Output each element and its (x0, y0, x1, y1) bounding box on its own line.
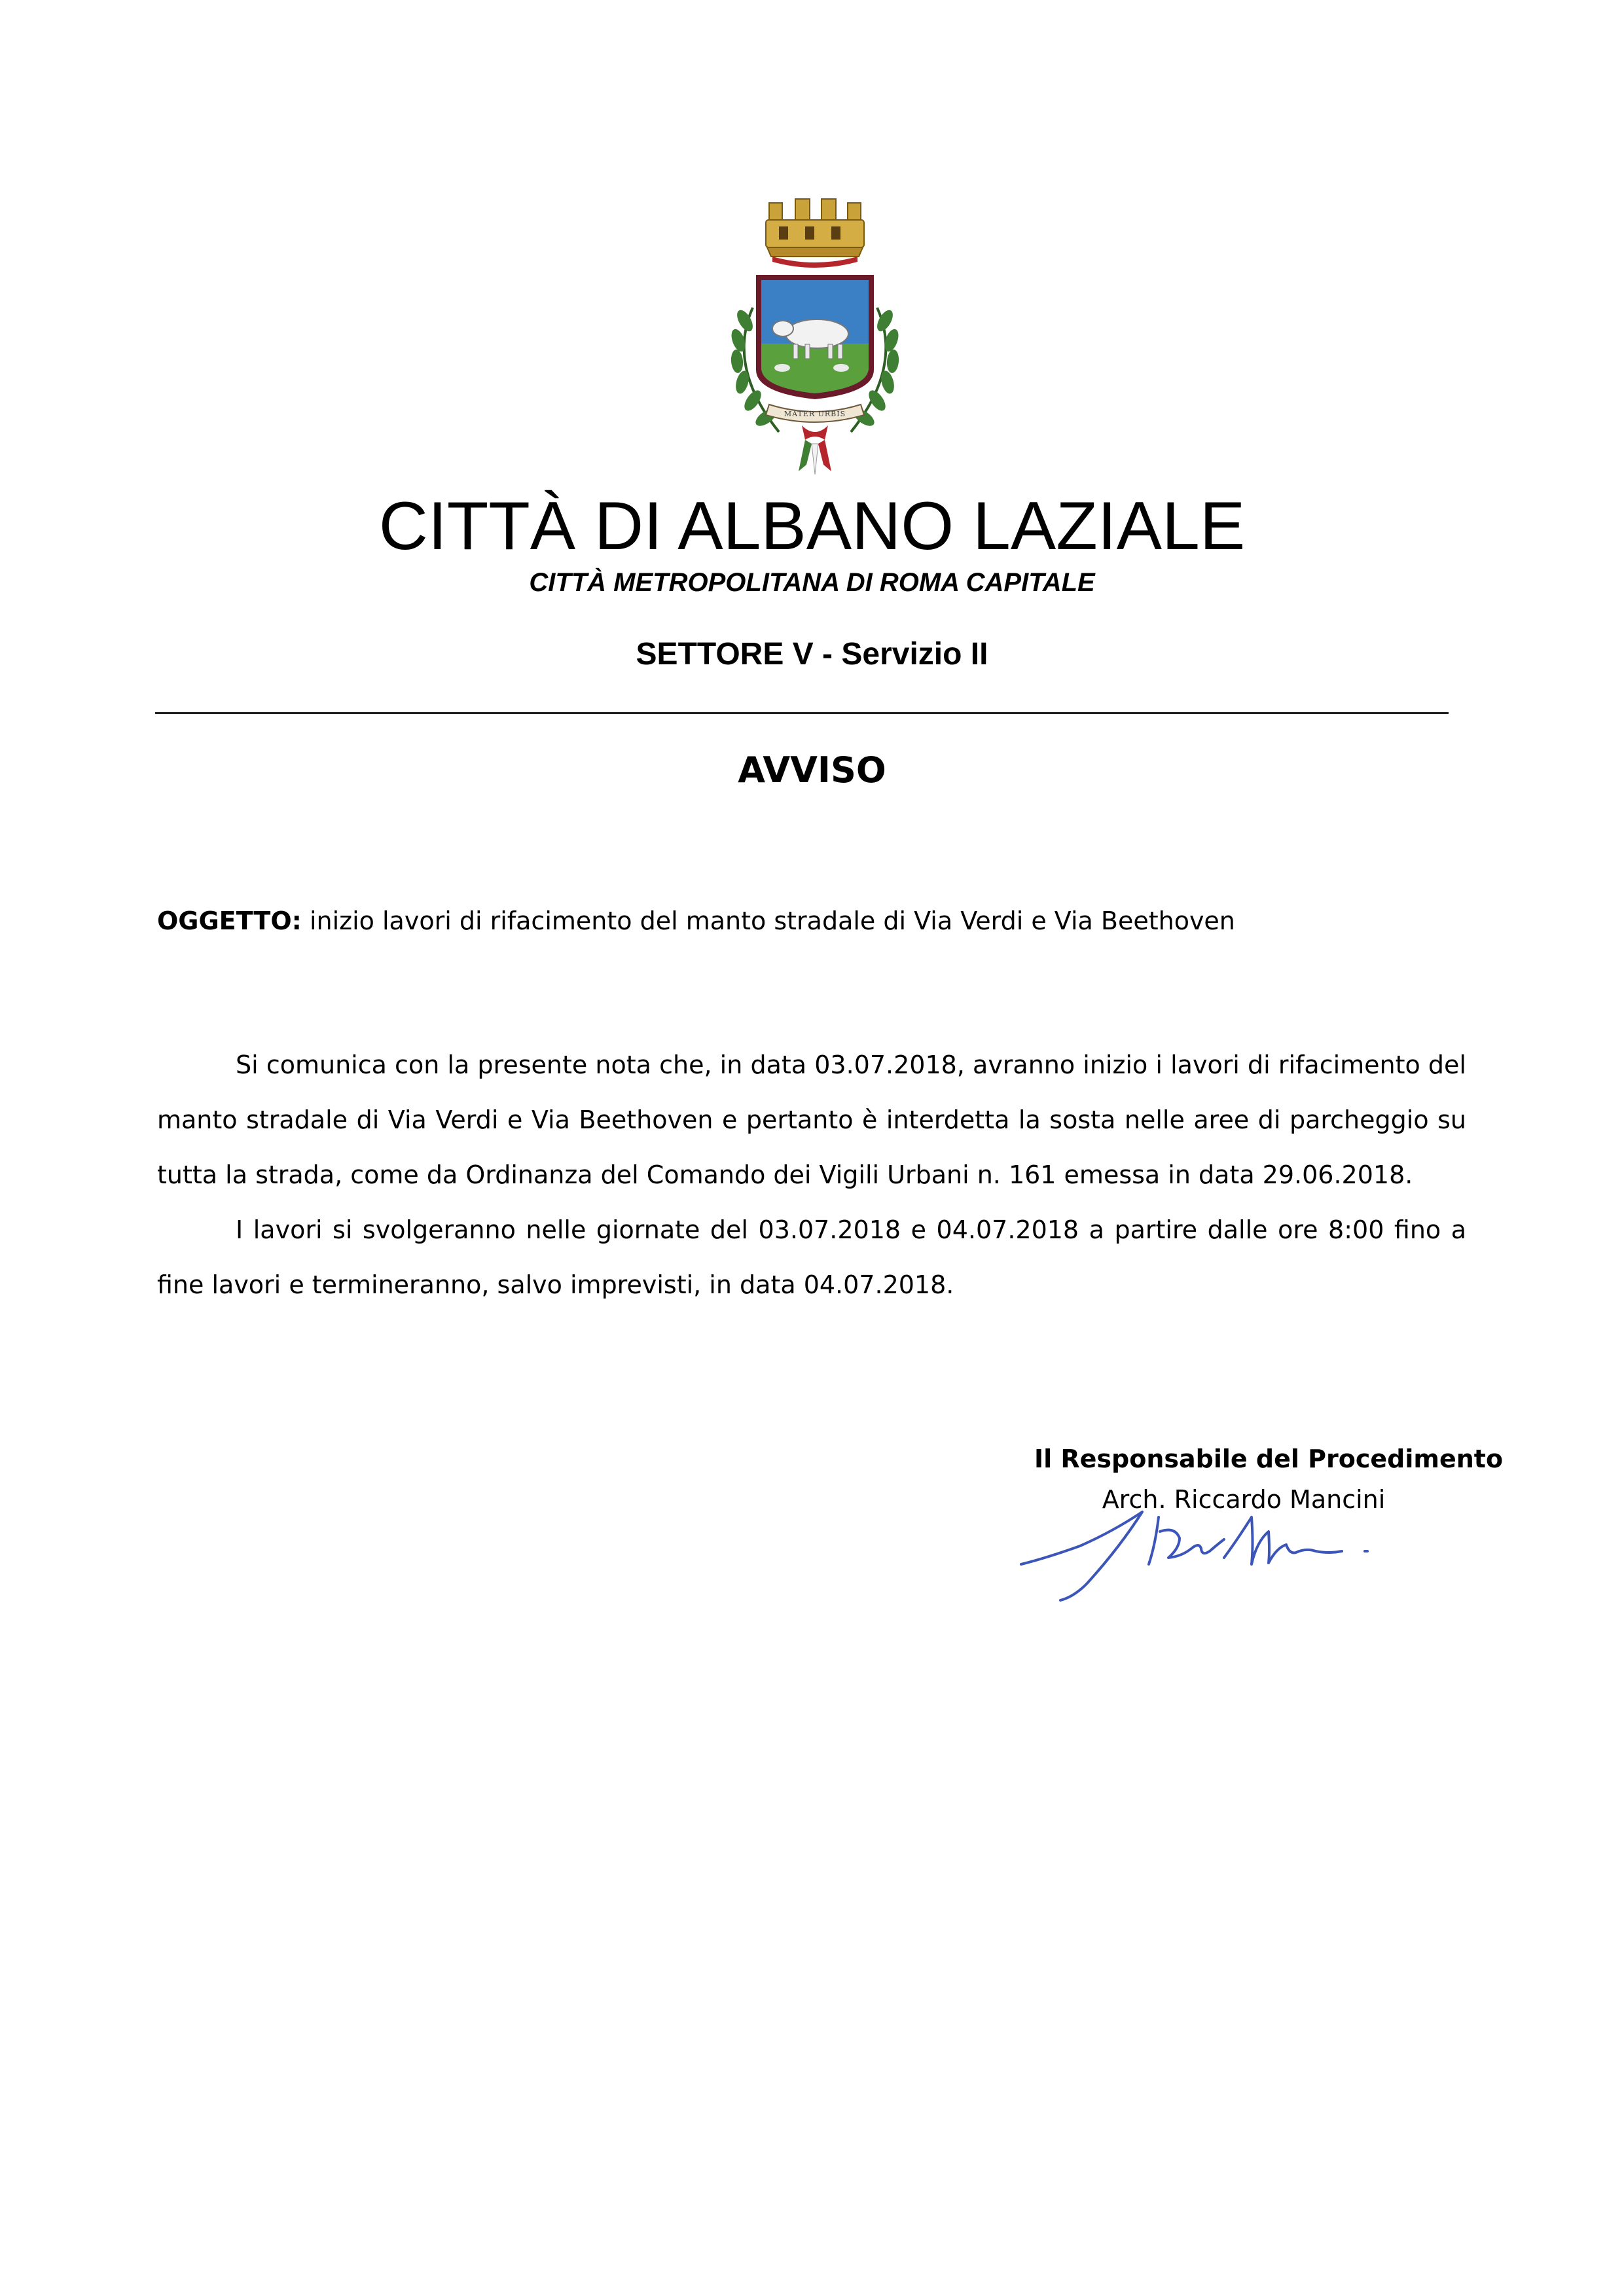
motto-scroll (766, 404, 864, 422)
coat-of-arms-icon (707, 196, 923, 484)
signatory-name: Arch. Riccardo Mancini (1102, 1485, 1386, 1514)
subject-line (157, 908, 1235, 933)
subject-text: inizio lavori di rifacimento del manto stradale di Via Verdi e Via Beethoven (309, 906, 1235, 935)
metropolitan-city: CITTÀ METROPOLITANA DI ROMA CAPITALE (529, 568, 1095, 597)
subject-label: OGGETTO: (157, 906, 302, 935)
notice-title: AVVISO (738, 749, 886, 791)
body-paragraph: I lavori si svolgeranno nelle giornate del 03.07.2018 e 04.07.2018 a partire dalle ore 8:00 fino a fine lavori e termineranno, salvo imprevisti, in data 04.07.2018. (157, 1215, 1466, 1299)
header-divider (155, 712, 1449, 714)
city-name: CITTÀ DI ALBANO LAZIALE (378, 488, 1246, 564)
crest-motto: MATER URBIS (784, 410, 846, 418)
sector-heading: SETTORE V - Servizio II (636, 637, 988, 672)
ribbon-icon (799, 425, 831, 475)
notice-body (157, 1037, 1466, 1312)
handwritten-signature-icon (1008, 1486, 1427, 1617)
body-paragraph: Si comunica con la presente nota che, in data 03.07.2018, avranno inizio i lavori di rifacimento del manto stradale di Via Verdi e Via Beethoven e pertanto è interdetta la sosta nelle aree di parcheggio su tutta la strada, come da Ordinanza del Comando dei Vigili Urbani n. 161 emessa in data 29.06.2018. (157, 1050, 1466, 1189)
crown-icon (766, 199, 864, 268)
shield-icon (756, 275, 874, 399)
signatory-role: Il Responsabile del Procedimento (1034, 1444, 1504, 1473)
